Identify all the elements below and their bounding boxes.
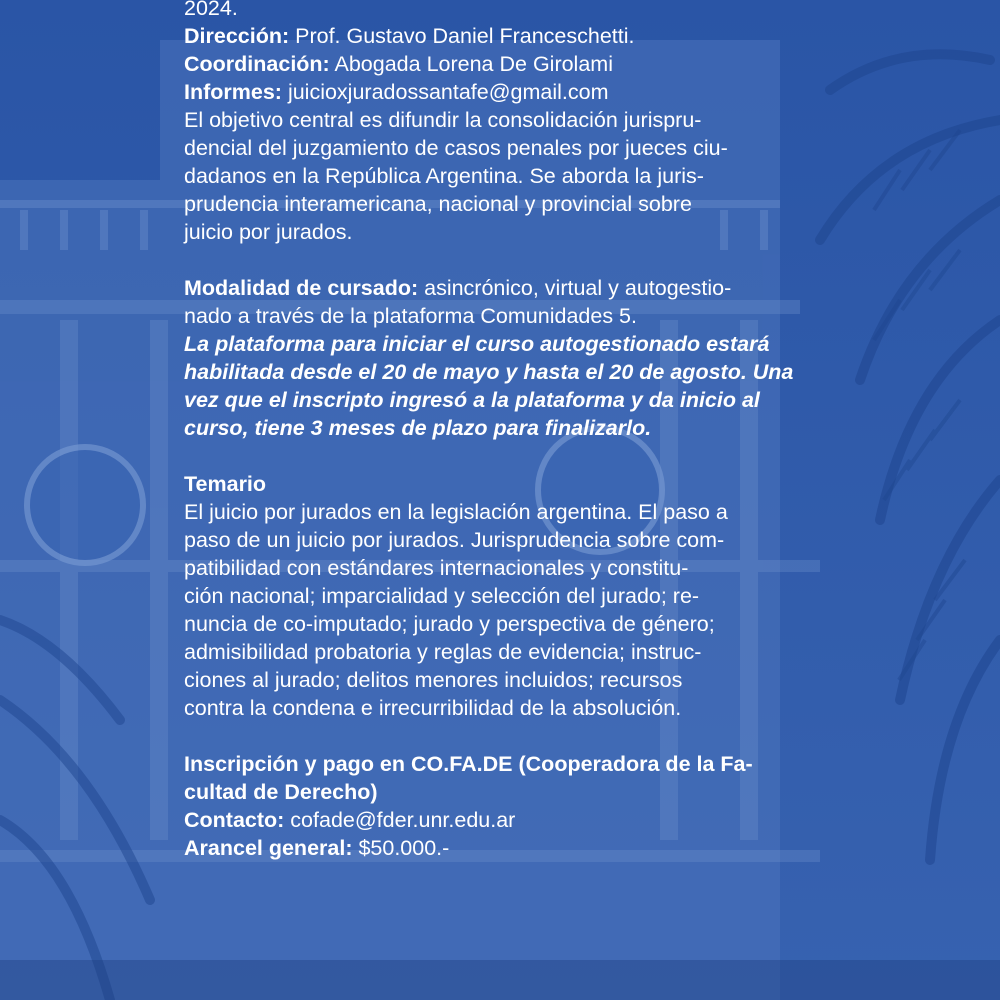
objetivo-line: dencial del juzgamiento de casos penales por jueces ciu-	[184, 136, 728, 160]
arancel-line	[184, 834, 824, 862]
spacer	[184, 246, 824, 274]
inscripcion-heading-2	[184, 778, 824, 806]
contacto-email[interactable]: cofade@fder.unr.edu.ar	[284, 808, 516, 832]
coordinacion-label: Coordinación:	[184, 52, 330, 76]
direccion-line	[184, 22, 824, 50]
objetivo-line: juicio por jurados.	[184, 220, 353, 244]
temario-line: patibilidad con estándares internacionales y constitu-	[184, 556, 689, 580]
course-info-text	[184, 0, 824, 862]
coordinacion-line	[184, 50, 824, 78]
modalidad-note: La plataforma para iniciar el curso autogestionado estará	[184, 332, 770, 356]
modalidad-line	[184, 274, 824, 302]
coordinacion-value: Abogada Lorena De Girolami	[329, 52, 613, 76]
informes-line	[184, 78, 824, 106]
modalidad-note: vez que el inscripto ingresó a la plataforma y da inicio al	[184, 388, 760, 412]
arancel-label: Arancel general:	[184, 836, 353, 860]
modalidad-label: Modalidad de cursado:	[184, 276, 419, 300]
spacer	[184, 722, 824, 750]
modalidad-line-2: nado a través de la plataforma Comunidades 5.	[184, 304, 637, 328]
temario-line: ción nacional; imparcialidad y selección del jurado; re-	[184, 584, 700, 608]
inscripcion-heading-text-2: cultad de Derecho)	[184, 780, 378, 804]
spacer	[184, 442, 824, 470]
date-fragment: 2024.	[184, 0, 238, 20]
direccion-label: Dirección:	[184, 24, 290, 48]
temario-heading	[184, 470, 824, 498]
informes-label: Informes:	[184, 80, 282, 104]
modalidad-note: habilitada desde el 20 de mayo y hasta el 20 de agosto. Una	[184, 360, 794, 384]
modalidad-value: asincrónico, virtual y autogestio-	[418, 276, 732, 300]
contacto-label: Contacto:	[184, 808, 285, 832]
informes-email[interactable]: juicioxjuradossantafe@gmail.com	[281, 80, 609, 104]
temario-heading-text: Temario	[184, 472, 267, 496]
inscripcion-heading-text: Inscripción y pago en CO.FA.DE (Cooperadora de la Fa-	[184, 752, 753, 776]
temario-line: El juicio por jurados en la legislación argentina. El paso a	[184, 500, 728, 524]
objetivo-line: El objetivo central es difundir la consolidación jurispru-	[184, 108, 702, 132]
inscripcion-heading	[184, 750, 824, 778]
arancel-value: $50.000.-	[352, 836, 450, 860]
temario-line: contra la condena e irrecurribilidad de la absolución.	[184, 696, 682, 720]
temario-line: ciones al jurado; delitos menores incluidos; recursos	[184, 668, 683, 692]
objetivo-line: dadanos en la República Argentina. Se aborda la juris-	[184, 164, 704, 188]
temario-line: nuncia de co-imputado; jurado y perspectiva de género;	[184, 612, 715, 636]
temario-line: admisibilidad probatoria y reglas de evidencia; instruc-	[184, 640, 702, 664]
modalidad-note: curso, tiene 3 meses de plazo para finalizarlo.	[184, 416, 652, 440]
direccion-value: Prof. Gustavo Daniel Franceschetti.	[289, 24, 635, 48]
contacto-line	[184, 806, 824, 834]
objetivo-line: prudencia interamericana, nacional y provincial sobre	[184, 192, 692, 216]
temario-line: paso de un juicio por jurados. Jurisprudencia sobre com-	[184, 528, 725, 552]
